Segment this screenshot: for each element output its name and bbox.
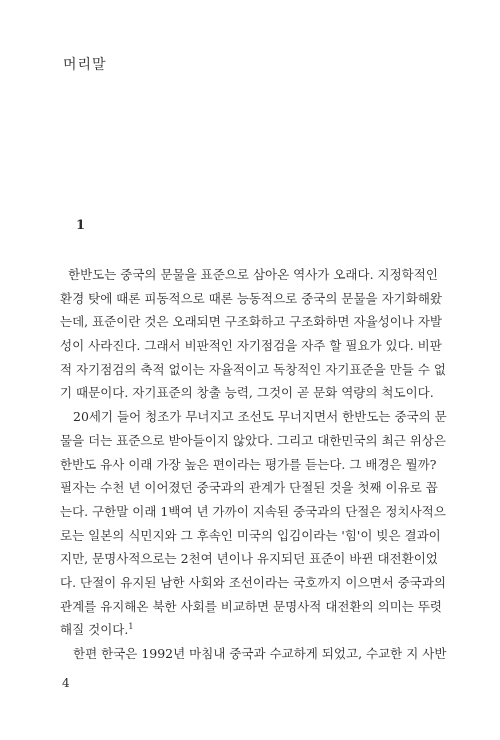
text-line: 한반도 유사 이래 가장 높은 편이라는 평가를 듣는다. 그 배경은 뭘까? (60, 456, 437, 472)
text-line: 지만, 문명사적으로는 2천여 년이나 유지되던 표준이 바뀐 대전환이었 (60, 551, 438, 567)
text-line: 한편 한국은 1992년 마침내 중국과 수교하게 되었고, 수교한 지 사반 (73, 646, 447, 661)
text-line (60, 618, 452, 642)
footnote-marker[interactable]: 1 (128, 622, 134, 632)
text-line: 는다. 구한말 이래 1백여 년 가까이 지속된 중국과의 단절은 정치사적으 (60, 503, 446, 519)
text-line: 한반도는 중국의 문물을 표준으로 삼아온 역사가 오래다. 지정학적인 (68, 267, 438, 282)
text-line: 관계를 유지해온 북한 사회를 비교하면 문명사적 대전환의 의미는 뚜렷 (60, 598, 442, 614)
text-line: 필자는 수천 년 이어졌던 중국과의 관계가 단절된 것을 첫째 이유로 꼽 (60, 480, 438, 496)
text-line: 는데, 표준이란 것은 오래되면 구조화하고 구조화하면 자율성이나 자발 (60, 314, 442, 330)
text-line: 물을 더는 표준으로 받아들이지 않았다. 그리고 대한민국의 최근 위상은 (60, 432, 446, 448)
page-number: 4 (62, 676, 70, 690)
text-line-last: 해질 것이다. (60, 622, 129, 638)
text-line: 다. 단절이 유지된 남한 사회와 조선이라는 국호까지 이으면서 중국과의 (60, 574, 446, 590)
chapter-title: 머리말 (63, 57, 107, 73)
section-number: 1 (76, 218, 86, 233)
text-line: 성이 사라진다. 그래서 비판적인 자기점검을 자주 할 필요가 있다. 비판 (60, 338, 442, 354)
text-line: 적 자기점검의 축적 없이는 자율적이고 독창적인 자기표준을 만들 수 없 (60, 361, 446, 377)
text-line: 기 때문이다. 자기표준의 창출 능력, 그것이 곧 문화 역량의 척도이다. (60, 385, 434, 401)
text-line: 환경 탓에 때론 피동적으로 때론 능동적으로 중국의 문물을 자기화해왔 (60, 290, 442, 306)
body-text (60, 263, 452, 666)
text-line: 20세기 들어 청조가 무너지고 조선도 무너지면서 한반도는 중국의 문 (73, 409, 447, 425)
text-line: 로는 일본의 식민지와 그 후속인 미국의 입김이라는 '힘'이 빚은 결과이 (60, 527, 441, 543)
